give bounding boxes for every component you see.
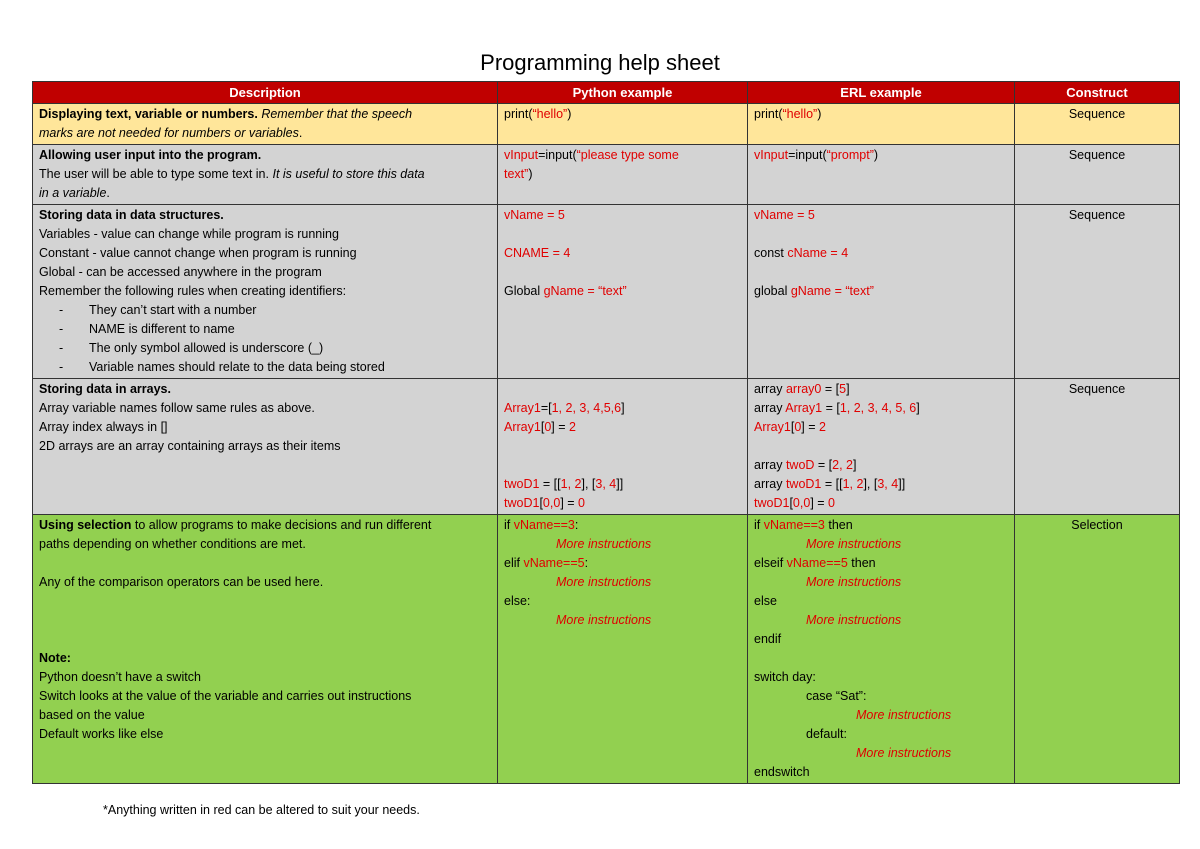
row-display bbox=[33, 104, 1180, 145]
arrays-erl: array array0 = [5] array Array1 = [1, 2, 3, 4, 5, 6] Array1[0] = 2 array twoD = [2, 2] array twoD1 = [[1, 2], [3, 4]] twoD1[0,0] = 0 bbox=[748, 379, 1015, 515]
selection-description: Using selection to allow programs to make decisions and run different paths depending on whether conditions are met. Any of the comparison operators can be used here. Note: Python doesn’t have a switch Switch looks at the value of the variable and carries out instructions based on the value Default works like else bbox=[33, 515, 498, 784]
header-python: Python example bbox=[498, 82, 748, 104]
input-construct: Sequence bbox=[1015, 145, 1180, 205]
list-item: - Variable names should relate to the data being stored bbox=[59, 360, 385, 374]
selection-python: if vName==3: More instructions elif vName==5: More instructions else: More instructions bbox=[498, 515, 748, 784]
header-erl: ERL example bbox=[748, 82, 1015, 104]
arrays-python: Array1=[1, 2, 3, 4,5,6] Array1[0] = 2 twoD1 = [[1, 2], [3, 4]] twoD1[0,0] = 0 bbox=[498, 379, 748, 515]
header-description: Description bbox=[33, 82, 498, 104]
row-input bbox=[33, 145, 1180, 205]
list-item: - NAME is different to name bbox=[59, 322, 235, 336]
arrays-construct: Sequence bbox=[1015, 379, 1180, 515]
structures-description: Storing data in data structures. Variables - value can change while program is running Constant - value cannot change when program is running Global - can be accessed anywhere in the program Remember the following rules when creating identifiers: - They can’t start with a number - NAME is different to name - The only symbol allowed is underscore (_) - Variable names should relate to the data being stored bbox=[33, 205, 498, 379]
structures-construct: Sequence bbox=[1015, 205, 1180, 379]
display-description: Displaying text, variable or numbers. Remember that the speech marks are not needed for numbers or variables. bbox=[33, 104, 498, 145]
structures-erl: vName = 5 const cName = 4 global gName = “text” bbox=[748, 205, 1015, 379]
row-structures bbox=[33, 205, 1180, 379]
page-title: Programming help sheet bbox=[480, 50, 720, 75]
row-arrays bbox=[33, 379, 1180, 515]
header-row bbox=[33, 82, 1180, 104]
list-item: - The only symbol allowed is underscore (_) bbox=[59, 341, 324, 355]
input-description: Allowing user input into the program. The user will be able to type some text in. It is useful to store this data in a variable. bbox=[33, 145, 498, 205]
row-selection bbox=[33, 515, 1180, 784]
arrays-description: Storing data in arrays. Array variable names follow same rules as above. Array index always in [] 2D arrays are an array containing arrays as their items bbox=[33, 379, 498, 515]
selection-construct: Selection bbox=[1015, 515, 1180, 784]
input-python: vInput=input(“please type some text”) bbox=[498, 145, 748, 205]
display-python: print(“hello”) bbox=[498, 104, 748, 145]
selection-erl: if vName==3 then More instructions elseif vName==5 then More instructions else More instructions endif switch day: case “Sat”: More instructions default: More instructions endswitch bbox=[748, 515, 1015, 784]
input-erl: vInput=input(“prompt”) bbox=[748, 145, 1015, 205]
display-construct: Sequence bbox=[1015, 104, 1180, 145]
header-construct: Construct bbox=[1015, 82, 1180, 104]
display-erl: print(“hello”) bbox=[748, 104, 1015, 145]
footnote: *Anything written in red can be altered to suit your needs. bbox=[103, 803, 420, 817]
help-table bbox=[32, 81, 1180, 784]
structures-python: vName = 5 CNAME = 4 Global gName = “text” bbox=[498, 205, 748, 379]
list-item: - They can’t start with a number bbox=[59, 303, 257, 317]
